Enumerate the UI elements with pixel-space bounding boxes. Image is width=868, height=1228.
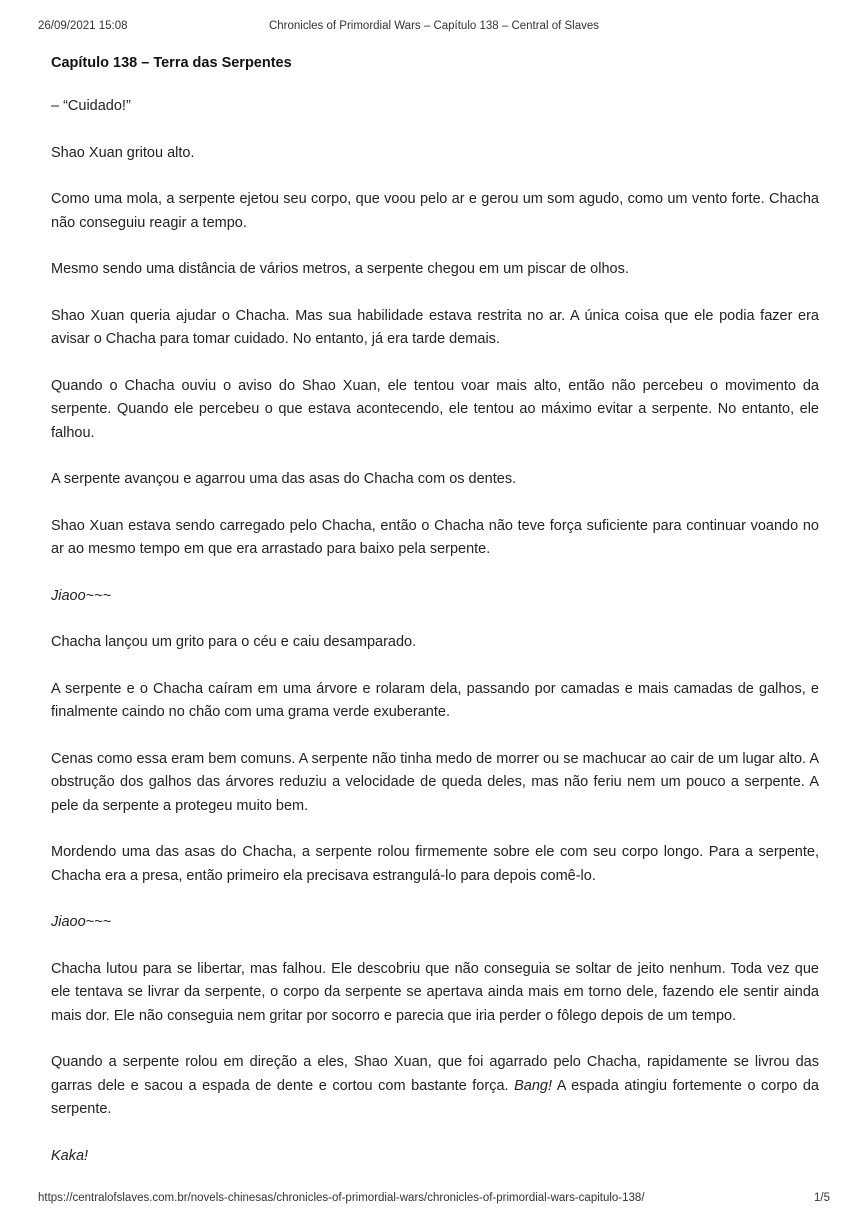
paragraph: Shao Xuan queria ajudar o Chacha. Mas sua habilidade estava restrita no ar. A única coisa que ele podia fazer era avisar o Chacha para tomar cuidado. No entanto, já era tarde demais. [51, 307, 819, 347]
paragraph: Chacha lançou um grito para o céu e caiu desamparado. [51, 634, 417, 650]
article-body [51, 53, 819, 1191]
paragraph: A serpente e o Chacha caíram em uma árvore e rolaram dela, passando por camadas e mais camadas de galhos, e finalmente caindo no chão com uma grama verde exuberante. [51, 680, 819, 720]
paragraph-text: Quando a serpente rolou em direção a eles, Shao Xuan, que foi agarrado pelo Chacha, rapidamente se livrou das garras dele e sacou a espada de dente e cortou com bastante força. [51, 1054, 819, 1094]
page-url: https://centralofslaves.com.br/novels-chinesas/chronicles-of-primordial-wars/chronicles-of-primordial-wars-capitulo-138/ [38, 1192, 645, 1204]
page-number: 1/5 [814, 1192, 830, 1204]
print-footer [38, 1192, 830, 1208]
paragraph [51, 1051, 819, 1122]
paragraph: Mordendo uma das asas do Chacha, a serpente rolou firmemente sobre ele com seu corpo longo. Para a serpente, Chacha era a presa, então primeiro ela precisava estrangulá-lo para depois comê-lo. [51, 844, 819, 884]
paragraph: – “Cuidado!” [51, 98, 131, 114]
paragraph: A serpente avançou e agarrou uma das asas do Chacha com os dentes. [51, 471, 517, 487]
chapter-title: Capítulo 138 – Terra das Serpentes [51, 55, 292, 71]
sound-effect: Jiaoo~~~ [51, 914, 112, 930]
paragraph-text: A espada atingiu fortemente o corpo da serpente. [51, 1077, 820, 1117]
paragraph: Shao Xuan estava sendo carregado pelo Chacha, então o Chacha não teve força suficiente para continuar voando no ar ao mesmo tempo em que era arrastado para baixo pela serpente. [51, 517, 819, 557]
paragraph: Como uma mola, a serpente ejetou seu corpo, que voou pelo ar e gerou um som agudo, como um vento forte. Chacha não conseguiu reagir a tempo. [51, 191, 819, 231]
print-doc-title: Chronicles of Primordial Wars – Capítulo 138 – Central of Slaves [268, 20, 600, 32]
print-header [38, 20, 830, 36]
paragraph: Quando o Chacha ouviu o aviso do Shao Xuan, ele tentou voar mais alto, então não percebeu o movimento da serpente. Quando ele percebeu o que estava acontecendo, ele tentou ao máximo evitar a serpente. No entanto, ele falhou. [51, 377, 819, 441]
sound-effect: Jiaoo~~~ [51, 587, 112, 604]
sound-effect-inline: Bang! [514, 1077, 553, 1094]
paragraph: Shao Xuan gritou alto. [51, 144, 195, 161]
sound-effect: Kaka! [51, 1147, 89, 1164]
paragraph: Cenas como essa eram bem comuns. A serpente não tinha medo de morrer ou se machucar ao cair de um lugar alto. A obstrução dos galhos das árvores reduziu a velocidade de queda deles, mas não feriu nem um pouco a serpente. A pele da serpente a protegeu muito bem. [51, 750, 819, 814]
paragraph: Chacha lutou para se libertar, mas falhou. Ele descobriu que não conseguia se soltar de jeito nenhum. Toda vez que ele tentava se livrar da serpente, o corpo da serpente se apertava ainda mais em torno dele, fazendo ele sentir ainda mais dor. Ele não conseguia nem gritar por socorro e parecia que iria perder o fôlego depois de um tempo. [51, 960, 819, 1024]
print-datetime: 26/09/2021 15:08 [38, 20, 128, 32]
paragraph: Mesmo sendo uma distância de vários metros, a serpente chegou em um piscar de olhos. [51, 261, 629, 277]
